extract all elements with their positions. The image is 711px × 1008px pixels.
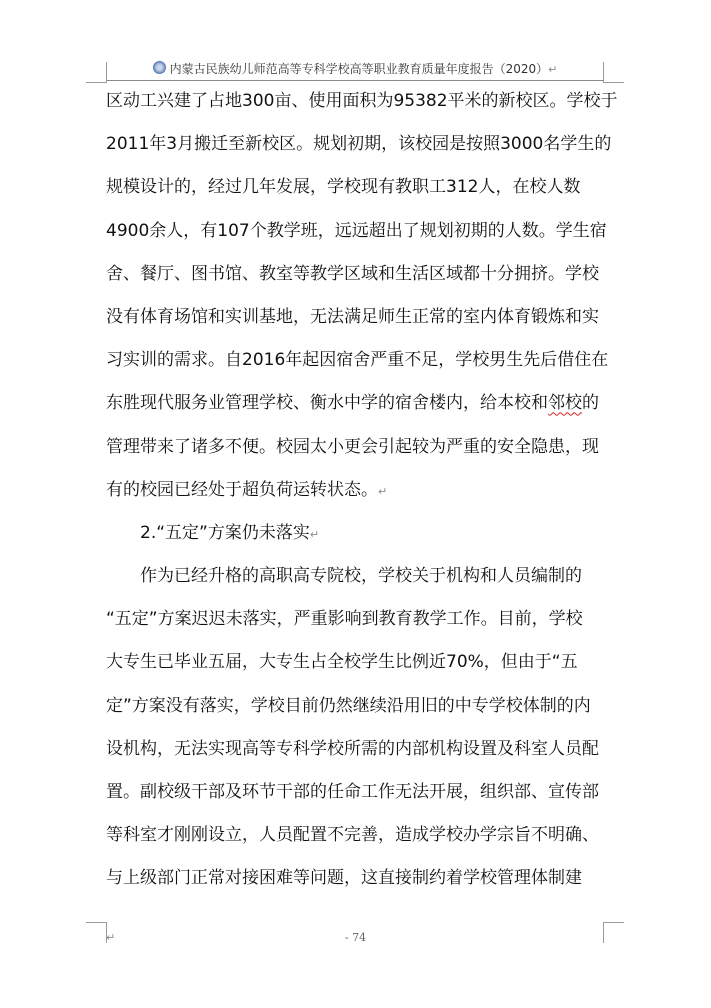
paragraph-line (106, 382, 604, 425)
paragraph-line: 等科室才刚刚设立，人员配置不完善，造成学校办学宗旨不明确、 (106, 825, 599, 846)
page-number: - 74 (344, 931, 367, 944)
paragraph-line: “五定”方案迟迟未落实，严重影响到教育教学工作。目前，学校 (106, 609, 583, 630)
page-header (106, 58, 604, 81)
paragraph-line: 作为已经升格的高职高专院校，学校关于机构和人员编制的 (140, 566, 582, 587)
paragraph-line: 2011年3月搬迁至新校区。规划初期，该校园是按照3000名学生的 (106, 134, 612, 155)
header-title: 内蒙古民族幼儿师范高等专科学校高等职业教育质量年度报告（2020） (169, 62, 549, 76)
paragraph-line (106, 469, 604, 512)
paragraph-line: 没有体育场馆和实训基地，无法满足师生正常的室内体育锻炼和实 (106, 306, 599, 327)
paragraph-line: 与上级部门正常对接困难等问题，这直接制约着学校管理体制建 (106, 868, 582, 889)
paragraph-mark-icon: ↵ (309, 527, 320, 541)
school-logo-icon (153, 61, 166, 74)
paragraph-mark-icon: ↵ (378, 484, 388, 498)
paragraph-line: 管理带来了诸多不便。校园太小更会引起较为严重的安全隐患，现 (106, 436, 599, 457)
paragraph-line: 定”方案没有落实，学校目前仍然继续沿用旧的中专学校体制的内 (106, 695, 591, 716)
footer-paragraph-mark-icon: ↵ (106, 931, 116, 944)
paragraph-line-tail: 的 (582, 393, 599, 414)
paragraph-line: 规模设计的，经过几年发展，学校现有教职工312人，在校人数 (106, 177, 581, 198)
paragraph-line: 大专生已毕业五届，大专生占全校学生比例近70%，但由于“五 (106, 652, 578, 673)
paragraph-line-text: 东胜现代服务业管理学校、衡水中学的宿舍楼内，给本校和 (106, 393, 548, 414)
section-heading-text: 2.“五定”方案仍未落实 (140, 522, 310, 543)
section-heading (106, 512, 604, 555)
paragraph-line: 设机构，无法实现高等专科学校所需的内部机构设置及科室人员配 (106, 738, 599, 759)
spellcheck-flagged-word[interactable]: 邻校 (548, 393, 582, 414)
paragraph-line: 4900余人，有107个教学班，远远超出了规划初期的人数。学生宿 (106, 220, 607, 241)
crop-mark-top-left (86, 62, 107, 83)
paragraph-line: 舍、餐厅、图书馆、教室等教学区域和生活区域都十分拥挤。学校 (106, 263, 599, 284)
paragraph-line: 置。副校级干部及环节干部的任命工作无法开展，组织部、宣传部 (106, 782, 599, 802)
paragraph-line-text: 有的校园已经处于超负荷运转状态。 (106, 479, 378, 500)
body-text (106, 80, 618, 901)
paragraph-mark-icon: ↵ (548, 63, 558, 76)
paragraph-line: 区动工兴建了占地300亩、使用面积为95382平米的新校区。学校于 (106, 91, 618, 111)
crop-mark-top-right (603, 62, 624, 83)
paragraph-line: 习实训的需求。自2016年起因宿舍严重不足，学校男生先后借住在 (106, 350, 609, 371)
